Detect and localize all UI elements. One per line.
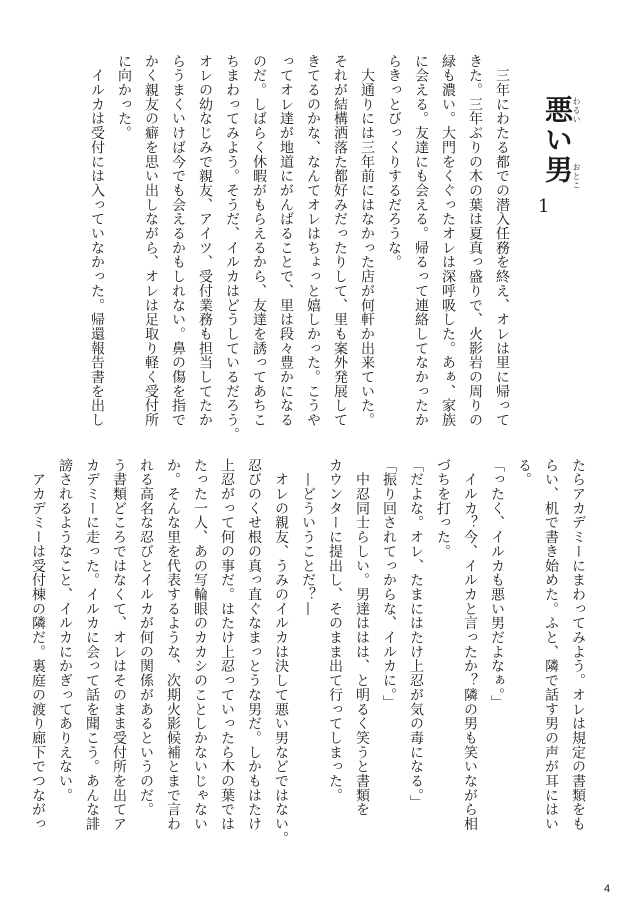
lower-text-block (24, 458, 591, 868)
text-line: カデミーに走った。イルカに会って話を聞こう。あんな誹 (84, 458, 100, 832)
text-line: か。そんな里を代表するような、次期火影候補とまで言わ (165, 458, 181, 832)
title-ruby-otoko: おとこ (572, 163, 581, 190)
text-line: きてるのかな、なんてオレはちょっと嬉しかった。こうや (305, 54, 321, 428)
chapter-number: 1 (538, 196, 550, 217)
text-line: 「ったく、イルカも悪い男だよなぁ。」 (489, 458, 505, 710)
text-line: 三年にわたる都での潜入任務を終え、オレは里に帰って (494, 54, 510, 428)
text-line: づちを打った。 (435, 458, 451, 559)
text-line: う書類どころではなくて、オレはそのまま受付所を出てア (111, 458, 127, 832)
text-line: オレの幼なじみで親友、アイツ、受付業務も担当してたか (197, 54, 213, 428)
upper-text-block (83, 54, 515, 444)
text-line: イルカは受付には入っていなかった。帰還報告書を出し (89, 54, 105, 428)
title-ruby-waru: わるい (572, 97, 581, 124)
text-line: カウンターに提出し、そのまま出て行ってしまった。 (327, 458, 343, 803)
text-line: 「振り回されてっからな、イルカに。」 (381, 458, 397, 710)
text-line: 中忍同士らしい。男達ははは、と明るく笑うと書類を (354, 458, 370, 817)
text-line: らい、机で書き始めた。ふと、隣で話す男の声が耳にはい (543, 458, 559, 832)
text-line: 緑も濃い。大門をくぐったオレは深呼吸した。あぁ、家族 (440, 54, 456, 428)
text-line: る。 (516, 458, 532, 487)
text-line: きた。三年ぶりの木の葉は夏真っ盛りで、火影岩の周りの (467, 54, 483, 428)
text-line: ちまわってみよう。そうだ、イルカはどうしているだろう。 (224, 54, 240, 442)
story-title: 悪い男 (541, 95, 574, 185)
text-line: らきっとびっくりするだろうな。 (386, 54, 402, 270)
text-line: 忍びのくせ根の真っ直ぐなまっとうな男だ。しかもはたけ (246, 458, 262, 832)
text-line: 大通りには三年前にはなかった店が何軒か出来ていた。 (359, 54, 375, 428)
text-line: —どういうことだ？— (300, 458, 316, 616)
text-line: ってオレ達が地道にがんばることで、里は段々豊かになる (278, 54, 294, 428)
text-line: たらアカデミーにまわってみよう。オレは規定の書類をも (570, 458, 586, 832)
text-line: かく親友の癖を思い出しながら、オレは足取り軽く受付所 (143, 54, 159, 428)
text-line: に向かった。 (116, 54, 132, 141)
text-line: オレの親友、うみのイルカは決して悪い男などではない。 (273, 458, 289, 846)
text-line: 「だよな。オレ、たまにはたけ上忍が気の毒になる。」 (408, 458, 424, 810)
text-line: に会える。友達にも会える。帰るって連絡してなかったか (413, 54, 429, 428)
text-line: 上忍がって何の事だ。はたけ上忍っていったら木の葉では (219, 458, 235, 832)
text-line: 謗されるようなこと、イルカにかぎってありえない。 (57, 458, 73, 803)
text-line: それが結構洒落た都好みだったりして、里も案外発展して (332, 54, 348, 428)
text-line: らうまくいけば今でも会えるかもしれない。鼻の傷を指で (170, 54, 186, 428)
page-number: 4 (604, 883, 611, 895)
text-line: アカデミーは受付棟の隣だ。裏庭の渡り廊下でつながっ (30, 458, 46, 832)
text-line: たった一人、あの写輪眼のカカシのことしかないじゃない (192, 458, 208, 832)
text-line: れる高名な忍びとイルカが何の関係があるというのだ。 (138, 458, 154, 817)
text-line: のだ。しばらく休暇がもらえるから、友達を誘ってあちこ (251, 54, 267, 428)
text-line: イルカ？今、イルカと言ったか？隣の男も笑いながら相 (462, 458, 478, 832)
